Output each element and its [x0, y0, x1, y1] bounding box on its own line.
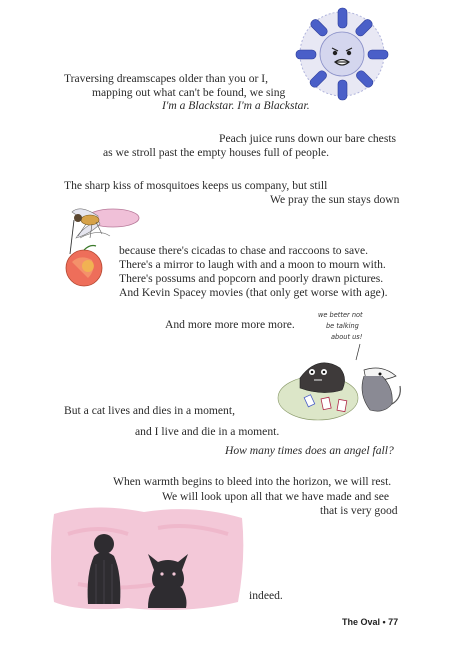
poem-line-9: There's a mirror to laugh with and a moon to mourn with.	[119, 258, 386, 271]
poem-line-13: But a cat lives and dies in a moment,	[64, 404, 235, 417]
poem-line-8: because there's cicadas to chase and raccoons to save.	[119, 244, 368, 257]
speech-bubble-line-2: be talking	[326, 322, 359, 330]
poem-line-2: mapping out what can't be found, we sing	[92, 86, 286, 99]
footer-separator: •	[380, 617, 389, 627]
poem-line-6: The sharp kiss of mosquitoes keeps us company, but still	[64, 179, 328, 192]
poem-line-19: indeed.	[249, 589, 283, 602]
poem-line-12: And more more more more.	[165, 318, 295, 331]
poem-line-11: And Kevin Spacey movies (that only get worse with age).	[119, 286, 388, 299]
poem-line-4: Peach juice runs down our bare chests	[219, 132, 397, 145]
poem-line-10: There's possums and popcorn and poorly drawn pictures.	[119, 272, 384, 285]
blackstar-face-illustration	[294, 6, 390, 102]
speech-bubble-line-3: about us!	[331, 333, 363, 341]
silhouette-figures-illustration	[48, 504, 246, 610]
page-footer	[342, 617, 398, 627]
poem-line-14: and I live and die in a moment.	[135, 425, 280, 438]
poem-line-3: I'm a Blackstar. I'm a Blackstar.	[162, 99, 310, 112]
poem-line-17: We will look upon all that we have made and see	[162, 490, 390, 503]
poem-line-15: How many times does an angel fall?	[225, 444, 394, 457]
page-number: 77	[388, 617, 399, 627]
poem-line-1: Traversing dreamscapes older than you or I,	[64, 72, 269, 85]
footer-section: The Oval	[342, 617, 381, 627]
possum-raccoon-illustration	[276, 306, 408, 424]
poem-line-18: that is very good	[320, 504, 398, 517]
speech-bubble-line-1: we better not	[318, 311, 363, 319]
poem-line-5: as we stroll past the empty houses full of people.	[103, 146, 330, 159]
poem-line-16: When warmth begins to bleed into the horizon, we will rest.	[113, 475, 392, 488]
poem-line-7: We pray the sun stays down	[270, 193, 400, 206]
